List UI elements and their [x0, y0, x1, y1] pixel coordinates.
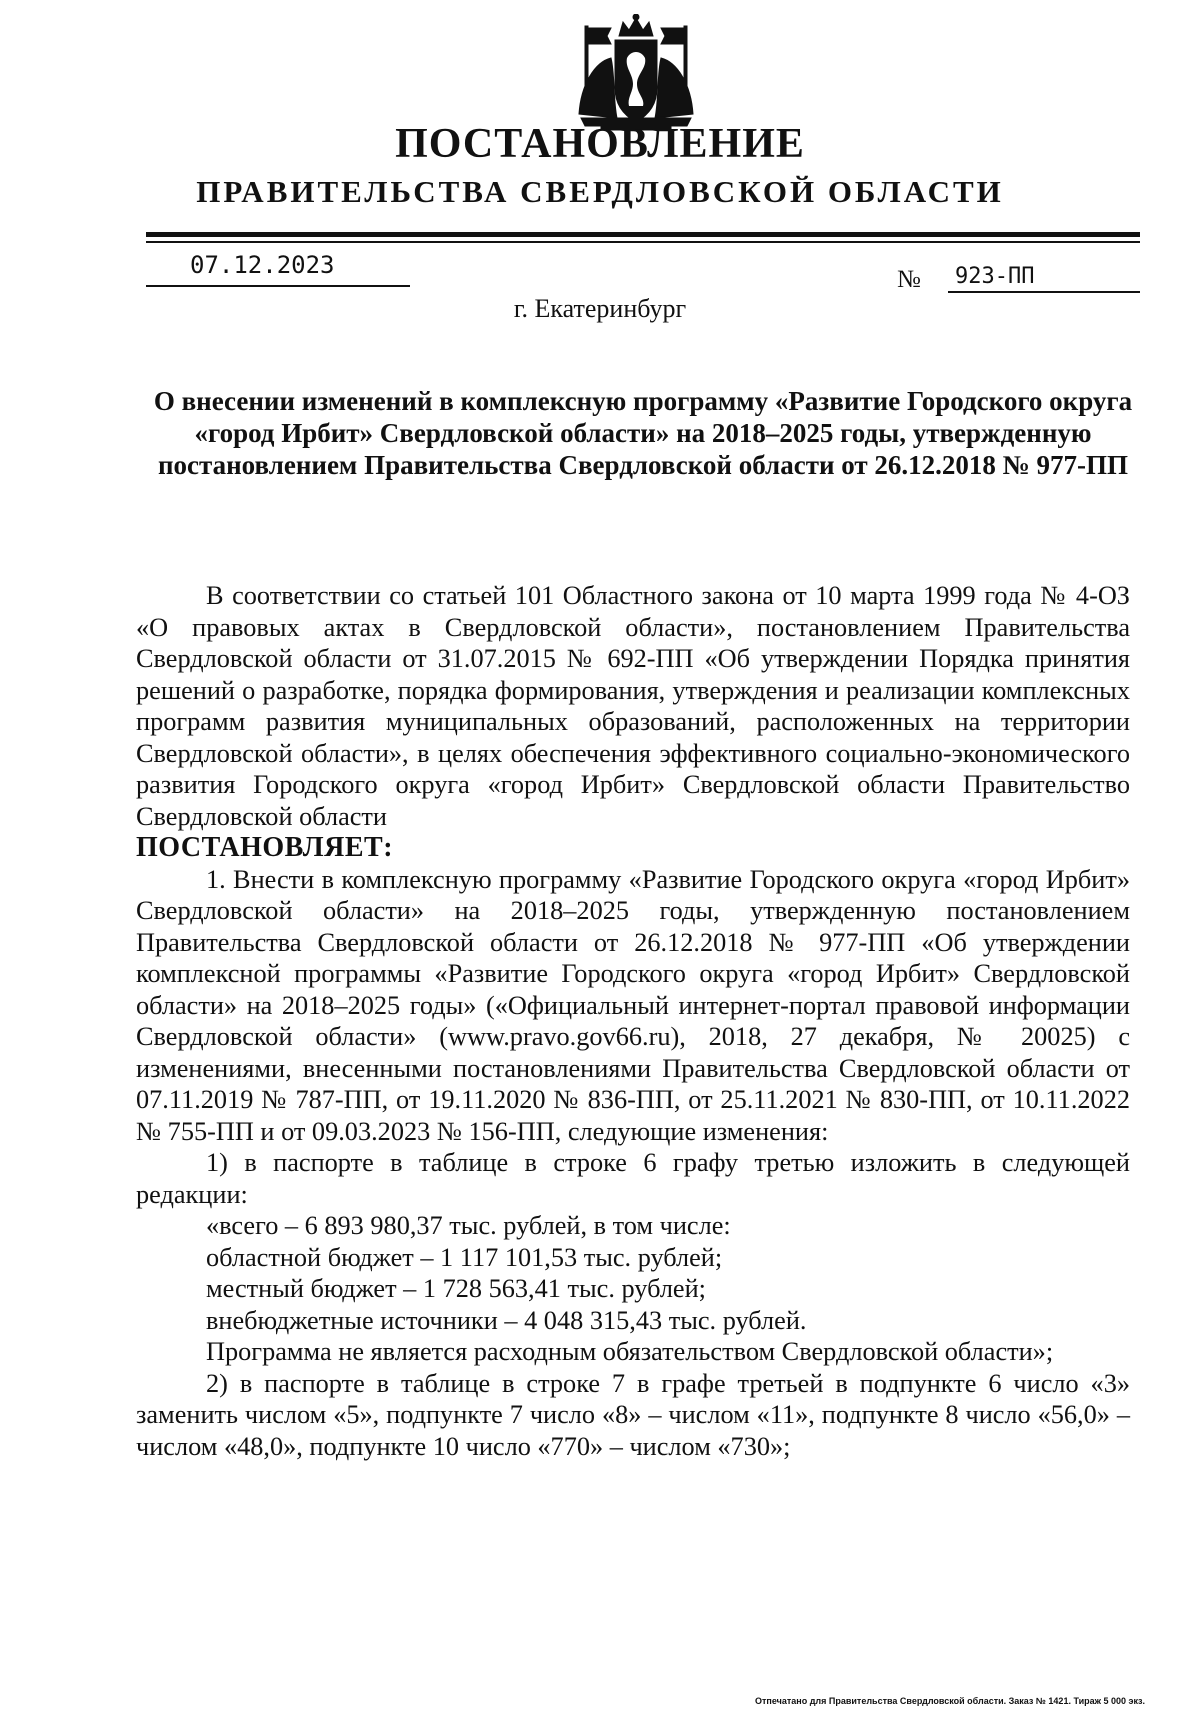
subitem-1-paragraph: 1) в паспорте в таблице в строке 6 графу третью изложить в следующей редакции: — [136, 1148, 1130, 1209]
document-body — [136, 580, 1130, 1462]
resolves-heading: ПОСТАНОВЛЯЕТ: — [136, 832, 394, 863]
number-sign: № — [897, 266, 921, 293]
city: г. Екатеринбург — [513, 294, 687, 323]
header-rule-thin — [146, 241, 1140, 243]
document-date: 07.12.2023 — [190, 251, 335, 279]
print-footer: Отпечатано для Правительства Свердловской области. Заказ № 1421. Тираж 5 000 экз. — [755, 1696, 1145, 1706]
document-number: 923-ПП — [955, 264, 1035, 289]
quote-line: «всего – 6 893 980,37 тыс. рублей, в том числе: — [206, 1211, 731, 1240]
quote-line: местный бюджет – 1 728 563,41 тыс. рублей; — [206, 1274, 706, 1303]
document-type-heading: ПОСТАНОВЛЕНИЕ — [395, 121, 805, 167]
quote-line: областной бюджет – 1 117 101,53 тыс. рублей; — [206, 1242, 723, 1272]
subitem-2-paragraph: 2) в паспорте в таблице в строке 7 в графе третьей в подпункте 6 число «3» заменить числом «5», подпункте 7 число «8» – числом «11», подпункте 8 число «56,0» – числом «48,0», подпункте 10 число «770» – числом «730»; — [136, 1368, 1130, 1461]
preamble-paragraph: В соответствии со статьей 101 Областного закона от 10 марта 1999 года № 4-ОЗ «О правовых актах в Свердловской области», постановлением Правительства Свердловской области от 31.07.2015 № 692-ПП «Об утверждении Порядка принятия решений о разработке, порядка формирования, утверждения и реализации комплексных программ развития муниципальных образований, расположенных на территории Свердловской области», в целях обеспечения эффективного социально-экономического развития Городского округа «город Ирбит» Свердловской области Правительство Свердловской области — [136, 581, 1130, 831]
item-1-paragraph: 1. Внести в комплексную программу «Развитие Городского округа «город Ирбит» Свердловской области» на 2018–2025 годы, утвержденную постановлением Правительства Свердловской области от 26.12.2018 № 977-ПП «Об утверждении комплексной программы «Развитие Городского округа «город Ирбит» Свердловской области» на 2018–2025 годы» («Официальный интернет-портал правовой информации Свердловской области» (www.pravo.gov66.ru), 2018, 27 декабря, № 20025) с изменениями, внесенными постановлениями Правительства Свердловской области от 07.11.2019 № 787-ПП, от 19.11.2020 № 836-ПП, от 25.11.2021 № 830-ПП, от 10.11.2022 № 755-ПП и от 09.03.2023 № 156-ПП, следующие изменения: — [136, 864, 1130, 1146]
issuer-heading: ПРАВИТЕЛЬСТВА СВЕРДЛОВСКОЙ ОБЛАСТИ — [196, 174, 1004, 209]
sverdlovsk-coat-of-arms-icon — [571, 14, 701, 132]
document-title: О внесении изменений в комплексную программу «Развитие Городского округа «город Ирбит» Свердловской области» на 2018–2025 годы, утвержденную постановлением Правительства Свердловской области от 26.12.2018 № 977-ПП — [153, 386, 1133, 480]
header-rule-thick — [146, 232, 1140, 237]
quote-line: внебюджетные источники – 4 048 315,43 тыс. рублей. — [206, 1305, 807, 1335]
date-underline — [146, 285, 410, 287]
quote-line: Программа не является расходным обязательством Свердловской области»; — [206, 1337, 1054, 1366]
